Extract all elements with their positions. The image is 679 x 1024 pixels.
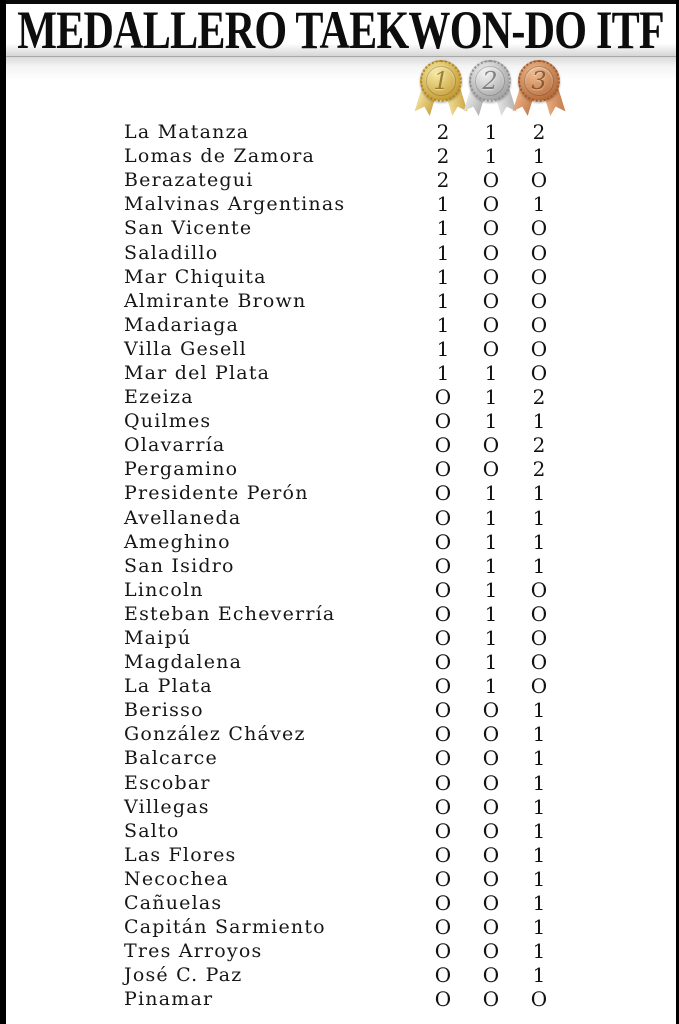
district-name: La Matanza bbox=[124, 121, 250, 144]
gold-count: O bbox=[434, 794, 452, 819]
gold-count: O bbox=[434, 963, 452, 988]
silver-count: O bbox=[482, 915, 500, 940]
table-row bbox=[0, 602, 679, 626]
table-row bbox=[0, 891, 679, 915]
silver-count: O bbox=[482, 866, 500, 891]
district-name: Las Flores bbox=[124, 843, 237, 866]
gold-count: O bbox=[434, 433, 452, 458]
gold-medal-face bbox=[426, 66, 456, 96]
bronze-count: 1 bbox=[532, 553, 546, 578]
bronze-count: O bbox=[530, 601, 548, 626]
gold-count: 2 bbox=[436, 120, 450, 145]
gold-count: O bbox=[434, 818, 452, 843]
silver-count: O bbox=[482, 240, 500, 265]
district-name: Ameghino bbox=[124, 530, 231, 553]
bronze-count: 1 bbox=[532, 722, 546, 747]
gold-count: O bbox=[434, 770, 452, 795]
table-row bbox=[0, 722, 679, 746]
header-divider bbox=[6, 56, 676, 57]
table-row bbox=[0, 650, 679, 674]
silver-count: O bbox=[482, 722, 500, 747]
bronze-medal-face bbox=[524, 66, 554, 96]
gold-count: 1 bbox=[436, 360, 450, 385]
table-row bbox=[0, 265, 679, 289]
silver-count: 1 bbox=[484, 409, 498, 434]
gold-count: O bbox=[434, 505, 452, 530]
district-name: Salto bbox=[124, 819, 180, 842]
table-row bbox=[0, 554, 679, 578]
silver-medal-rank: 2 bbox=[482, 67, 498, 95]
district-name: Necochea bbox=[124, 867, 229, 890]
table-row bbox=[0, 746, 679, 770]
bronze-count: O bbox=[530, 336, 548, 361]
silver-count: O bbox=[482, 192, 500, 217]
silver-count: O bbox=[482, 216, 500, 241]
district-name: San Vicente bbox=[124, 217, 253, 240]
silver-count: O bbox=[482, 433, 500, 458]
district-name: Maipú bbox=[124, 627, 192, 650]
district-name: José C. Paz bbox=[124, 964, 243, 987]
gold-count: O bbox=[434, 722, 452, 747]
bronze-count: 1 bbox=[532, 842, 546, 867]
bronze-count: O bbox=[530, 650, 548, 675]
silver-count: O bbox=[482, 939, 500, 964]
table-row bbox=[0, 915, 679, 939]
silver-count: O bbox=[482, 288, 500, 313]
bronze-count: O bbox=[530, 240, 548, 265]
silver-count: O bbox=[482, 963, 500, 988]
table-row bbox=[0, 168, 679, 192]
gold-count: O bbox=[434, 746, 452, 771]
table-row bbox=[0, 819, 679, 843]
gold-count: O bbox=[434, 553, 452, 578]
bronze-count: 2 bbox=[532, 433, 546, 458]
table-row bbox=[0, 433, 679, 457]
gold-count: O bbox=[434, 915, 452, 940]
bronze-count: 1 bbox=[532, 481, 546, 506]
district-name: Saladillo bbox=[124, 241, 219, 264]
bronze-count: 2 bbox=[532, 385, 546, 410]
table-row bbox=[0, 698, 679, 722]
district-name: La Plata bbox=[124, 675, 213, 698]
gold-count: 1 bbox=[436, 264, 450, 289]
bronze-count: O bbox=[530, 216, 548, 241]
district-name: Pinamar bbox=[124, 988, 214, 1011]
table-row bbox=[0, 120, 679, 144]
bronze-count: 1 bbox=[532, 915, 546, 940]
district-name: San Isidro bbox=[124, 554, 235, 577]
table-row bbox=[0, 867, 679, 891]
gold-count: O bbox=[434, 457, 452, 482]
district-name: Escobar bbox=[124, 771, 211, 794]
silver-count: 1 bbox=[484, 120, 498, 145]
table-row bbox=[0, 987, 679, 1011]
table-row bbox=[0, 530, 679, 554]
district-name: Villa Gesell bbox=[124, 337, 247, 360]
gold-count: 1 bbox=[436, 336, 450, 361]
district-name: Almirante Brown bbox=[124, 289, 307, 312]
district-name: Villegas bbox=[124, 795, 210, 818]
silver-count: 1 bbox=[484, 144, 498, 169]
gold-medal-rank: 1 bbox=[433, 67, 449, 95]
gold-count: 2 bbox=[436, 144, 450, 169]
bronze-count: 2 bbox=[532, 457, 546, 482]
gold-count: O bbox=[434, 650, 452, 675]
silver-medal-icon bbox=[467, 60, 513, 118]
gold-count: O bbox=[434, 866, 452, 891]
district-name: Cañuelas bbox=[124, 892, 223, 915]
table-row bbox=[0, 337, 679, 361]
district-name: Capitán Sarmiento bbox=[124, 916, 326, 939]
gold-count: O bbox=[434, 481, 452, 506]
gold-count: 1 bbox=[436, 216, 450, 241]
district-name: Magdalena bbox=[124, 651, 243, 674]
gold-medal-disc bbox=[420, 60, 462, 102]
bronze-count: 1 bbox=[532, 529, 546, 554]
district-name: Mar Chiquita bbox=[124, 265, 267, 288]
table-row bbox=[0, 192, 679, 216]
silver-count: O bbox=[482, 746, 500, 771]
silver-count: O bbox=[482, 336, 500, 361]
table-row bbox=[0, 144, 679, 168]
gold-count: 2 bbox=[436, 168, 450, 193]
bronze-count: 1 bbox=[532, 794, 546, 819]
silver-medal-disc bbox=[469, 60, 511, 102]
district-name: Avellaneda bbox=[124, 506, 242, 529]
silver-count: O bbox=[482, 457, 500, 482]
silver-count: 1 bbox=[484, 650, 498, 675]
silver-count: 1 bbox=[484, 553, 498, 578]
bronze-medal-disc bbox=[518, 60, 560, 102]
gold-count: O bbox=[434, 698, 452, 723]
gold-count: 1 bbox=[436, 288, 450, 313]
bronze-count: O bbox=[530, 288, 548, 313]
silver-count: 1 bbox=[484, 481, 498, 506]
silver-count: O bbox=[482, 818, 500, 843]
silver-count: 1 bbox=[484, 577, 498, 602]
gold-count: O bbox=[434, 601, 452, 626]
gold-count: O bbox=[434, 409, 452, 434]
table-row bbox=[0, 457, 679, 481]
district-name: Quilmes bbox=[124, 410, 212, 433]
silver-count: 1 bbox=[484, 360, 498, 385]
bronze-medal-icon bbox=[516, 60, 562, 118]
district-name: Mar del Plata bbox=[124, 361, 271, 384]
bronze-count: O bbox=[530, 360, 548, 385]
district-name: Berisso bbox=[124, 699, 204, 722]
district-name: Lomas de Zamora bbox=[124, 145, 316, 168]
silver-count: 1 bbox=[484, 626, 498, 651]
district-name: Berazategui bbox=[124, 169, 254, 192]
silver-count: 1 bbox=[484, 385, 498, 410]
silver-count: O bbox=[482, 168, 500, 193]
bronze-count: 1 bbox=[532, 698, 546, 723]
table-row bbox=[0, 409, 679, 433]
header bbox=[6, 0, 676, 80]
bronze-count: 1 bbox=[532, 746, 546, 771]
table-row bbox=[0, 216, 679, 240]
table-row bbox=[0, 963, 679, 987]
table-row bbox=[0, 289, 679, 313]
gold-count: O bbox=[434, 674, 452, 699]
bronze-count: O bbox=[530, 626, 548, 651]
silver-count: 1 bbox=[484, 505, 498, 530]
table-row bbox=[0, 385, 679, 409]
gold-medal-icon bbox=[418, 60, 464, 118]
district-name: Esteban Echeverría bbox=[124, 602, 336, 625]
table-row bbox=[0, 578, 679, 602]
table-row bbox=[0, 795, 679, 819]
table-row bbox=[0, 674, 679, 698]
bronze-count: O bbox=[530, 987, 548, 1012]
table-row bbox=[0, 771, 679, 795]
silver-count: O bbox=[482, 794, 500, 819]
district-name: Tres Arroyos bbox=[124, 940, 263, 963]
silver-count: O bbox=[482, 842, 500, 867]
district-name: Lincoln bbox=[124, 578, 204, 601]
silver-count: O bbox=[482, 264, 500, 289]
gold-count: O bbox=[434, 577, 452, 602]
page-title: MEDALLERO TAEKWON-DO ITF bbox=[17, 0, 665, 60]
silver-count: O bbox=[482, 987, 500, 1012]
silver-count: 1 bbox=[484, 601, 498, 626]
table-row bbox=[0, 481, 679, 505]
table-row bbox=[0, 361, 679, 385]
table-row bbox=[0, 843, 679, 867]
bronze-count: 1 bbox=[532, 866, 546, 891]
bronze-count: 1 bbox=[532, 505, 546, 530]
bronze-count: 1 bbox=[532, 818, 546, 843]
bronze-count: 1 bbox=[532, 963, 546, 988]
district-name: Presidente Perón bbox=[124, 482, 309, 505]
district-name: Olavarría bbox=[124, 434, 226, 457]
gold-count: O bbox=[434, 842, 452, 867]
table-row bbox=[0, 506, 679, 530]
bronze-count: 2 bbox=[532, 120, 546, 145]
silver-count: O bbox=[482, 312, 500, 337]
gold-count: O bbox=[434, 626, 452, 651]
bronze-count: 1 bbox=[532, 770, 546, 795]
silver-count: O bbox=[482, 891, 500, 916]
bronze-count: 1 bbox=[532, 144, 546, 169]
silver-count: O bbox=[482, 698, 500, 723]
district-name: Madariaga bbox=[124, 313, 240, 336]
district-name: González Chávez bbox=[124, 723, 306, 746]
bronze-count: O bbox=[530, 264, 548, 289]
district-name: Pergamino bbox=[124, 458, 239, 481]
gold-count: 1 bbox=[436, 192, 450, 217]
gold-count: 1 bbox=[436, 312, 450, 337]
bronze-count: 1 bbox=[532, 939, 546, 964]
bronze-medal-rank: 3 bbox=[531, 67, 547, 95]
gold-count: O bbox=[434, 939, 452, 964]
silver-count: O bbox=[482, 770, 500, 795]
medal-table-rows bbox=[0, 120, 679, 1011]
table-row bbox=[0, 313, 679, 337]
bronze-count: O bbox=[530, 168, 548, 193]
district-name: Malvinas Argentinas bbox=[124, 193, 346, 216]
district-name: Ezeiza bbox=[124, 386, 194, 409]
table-row bbox=[0, 626, 679, 650]
bronze-count: 1 bbox=[532, 192, 546, 217]
silver-medal-face bbox=[475, 66, 505, 96]
table-row bbox=[0, 240, 679, 264]
silver-count: 1 bbox=[484, 674, 498, 699]
gold-count: 1 bbox=[436, 240, 450, 265]
bronze-count: 1 bbox=[532, 409, 546, 434]
bronze-count: O bbox=[530, 577, 548, 602]
bronze-count: O bbox=[530, 312, 548, 337]
gold-count: O bbox=[434, 529, 452, 554]
silver-count: 1 bbox=[484, 529, 498, 554]
gold-count: O bbox=[434, 987, 452, 1012]
gold-count: O bbox=[434, 385, 452, 410]
district-name: Balcarce bbox=[124, 747, 218, 770]
gold-count: O bbox=[434, 891, 452, 916]
bronze-count: O bbox=[530, 674, 548, 699]
table-row bbox=[0, 939, 679, 963]
bronze-count: 1 bbox=[532, 891, 546, 916]
